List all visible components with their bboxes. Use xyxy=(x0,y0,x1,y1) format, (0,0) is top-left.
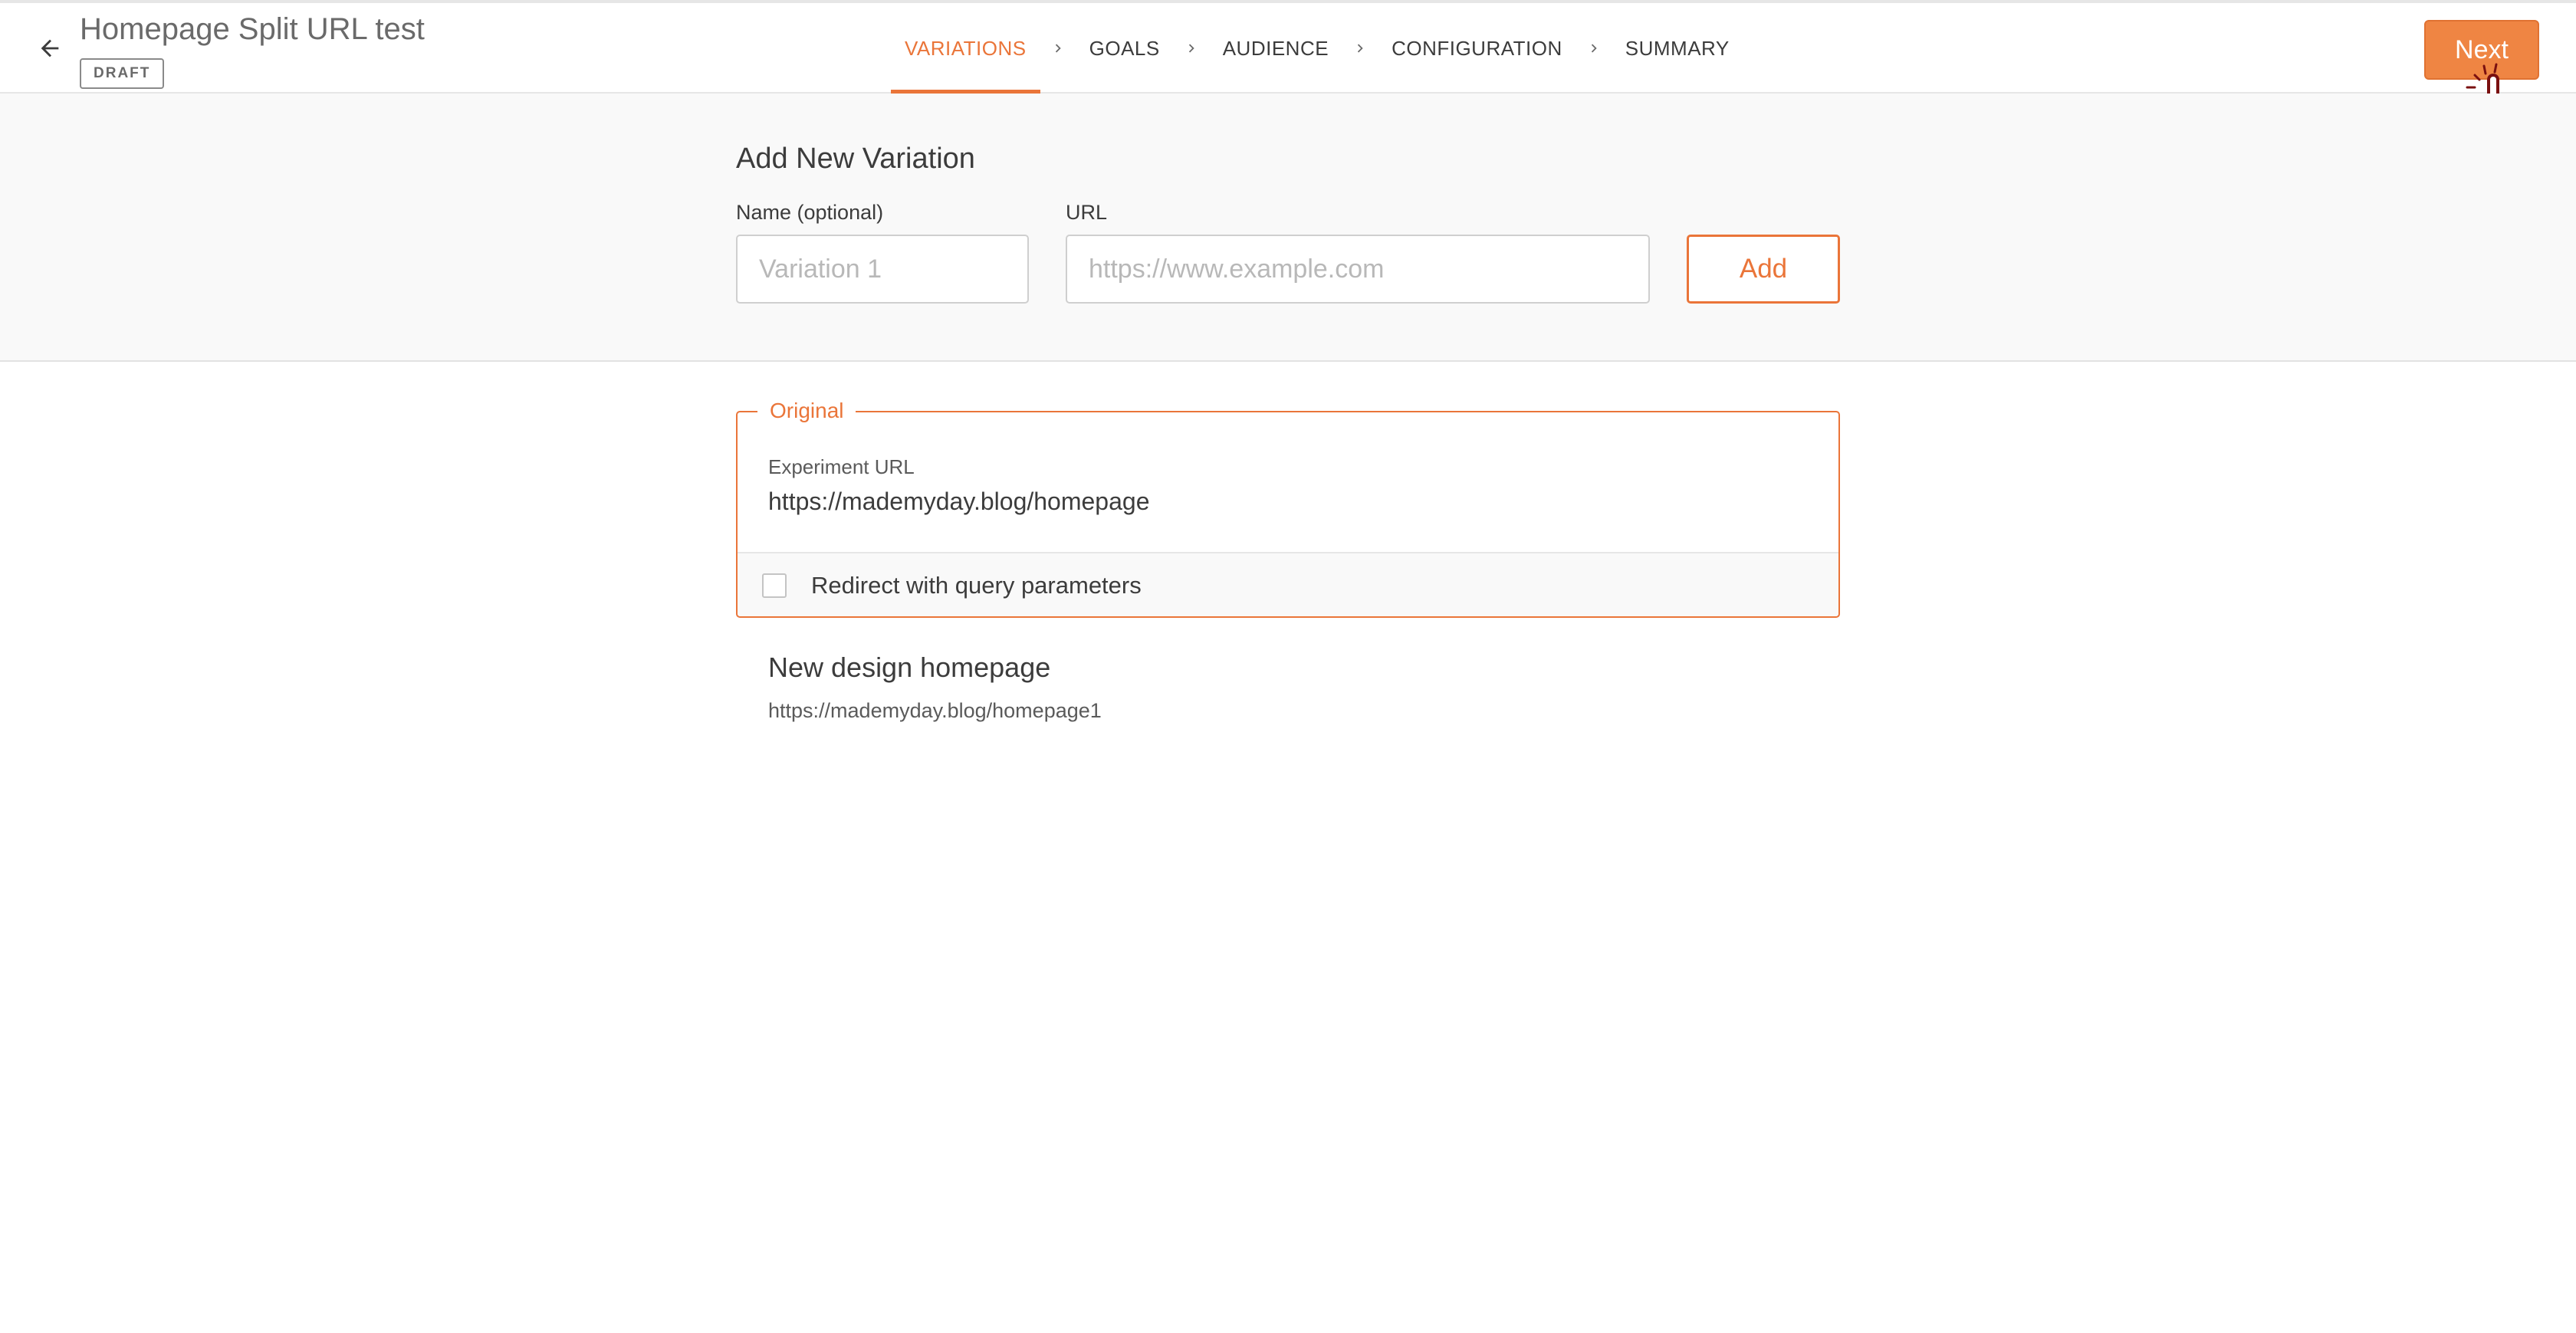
name-field-label: Name (optional) xyxy=(736,201,884,224)
add-variation-title: Add New Variation xyxy=(736,143,975,175)
tab-summary[interactable]: SUMMARY xyxy=(1625,36,1730,60)
chevron-right-icon xyxy=(1040,3,1076,94)
redirect-query-label[interactable]: Redirect with query parameters xyxy=(811,572,1142,599)
variation-name-input[interactable] xyxy=(736,235,1029,304)
redirect-query-checkbox[interactable] xyxy=(762,573,787,598)
arrow-left-icon xyxy=(37,35,63,61)
add-variation-panel xyxy=(0,94,2576,362)
original-legend: Original xyxy=(757,399,856,423)
url-field-label: URL xyxy=(1066,201,1108,224)
add-variation-button[interactable]: Add xyxy=(1687,235,1840,304)
chevron-right-icon xyxy=(1342,3,1378,94)
variation-name: New design homepage xyxy=(768,652,1051,683)
step-nav xyxy=(891,3,1743,94)
variation-url-input[interactable] xyxy=(1066,235,1650,304)
variation-url: https://mademyday.blog/homepage1 xyxy=(768,699,1102,722)
chevron-right-icon xyxy=(1576,3,1612,94)
tab-variations[interactable]: VARIATIONS xyxy=(891,3,1040,94)
experiment-url-value: https://mademyday.blog/homepage xyxy=(768,488,1150,515)
top-header xyxy=(0,0,2576,94)
tab-audience[interactable]: AUDIENCE xyxy=(1222,36,1329,60)
status-badge: DRAFT xyxy=(80,58,164,89)
tab-configuration[interactable]: CONFIGURATION xyxy=(1392,36,1562,60)
back-button[interactable] xyxy=(31,29,69,67)
chevron-right-icon xyxy=(1174,3,1209,94)
tab-goals[interactable]: GOALS xyxy=(1089,36,1160,60)
page-title: Homepage Split URL test xyxy=(80,12,425,46)
next-button[interactable]: Next xyxy=(2424,20,2539,80)
experiment-url-label: Experiment URL xyxy=(768,455,915,478)
